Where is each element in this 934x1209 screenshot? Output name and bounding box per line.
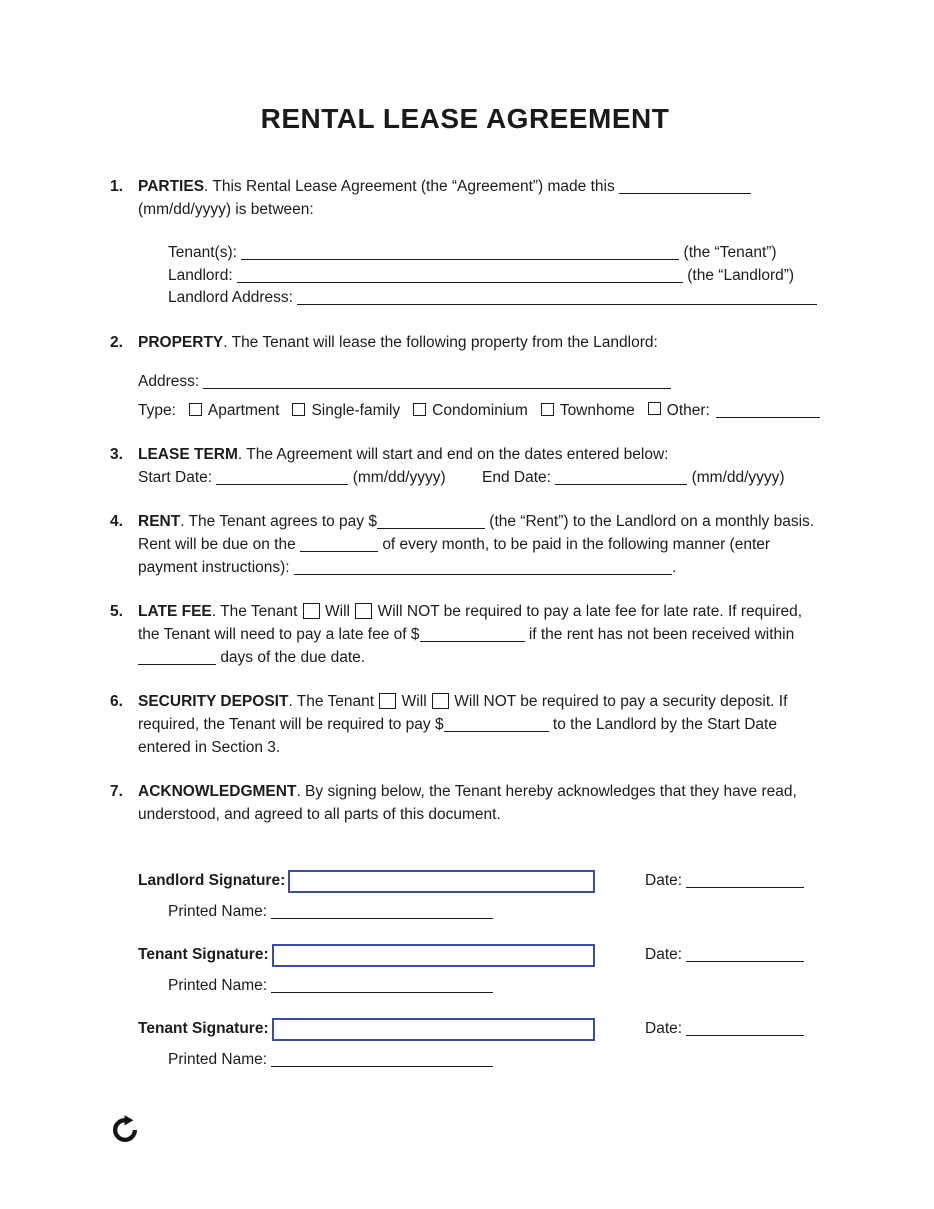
late-fee-paragraph — [138, 600, 820, 669]
footer — [110, 1115, 820, 1150]
section-late-fee — [110, 600, 820, 669]
checkbox-option-townhome[interactable] — [541, 399, 635, 422]
agreement-date-blank[interactable] — [619, 179, 751, 194]
section-heading: PROPERTY — [138, 333, 224, 351]
section-security-deposit — [110, 690, 820, 759]
address-label: Address: — [138, 372, 200, 390]
section-property — [110, 331, 820, 422]
tenant-signature-group-2 — [138, 1018, 820, 1069]
landlord-date-blank[interactable] — [686, 873, 804, 888]
text: to the Landlord by the Start Date entered in Section 3. — [138, 715, 777, 756]
late-fee-will-not-checkbox-icon[interactable] — [355, 603, 372, 619]
checkbox-option-single-family[interactable] — [292, 399, 400, 422]
tenant-signature-field-2[interactable] — [272, 1018, 595, 1041]
lease-term-paragraph — [138, 443, 820, 466]
property-paragraph — [138, 331, 820, 354]
option-label: Condominium — [432, 401, 528, 419]
section-lease-term — [110, 443, 820, 489]
text: Will NOT be required to pay a security deposit. If required, the Tenant will be required to pay $ — [138, 692, 788, 733]
section-number: 7. — [110, 782, 123, 800]
checkbox-icon[interactable] — [413, 403, 426, 416]
text: days of the due date. — [220, 648, 366, 666]
tenant-signature-row — [138, 1018, 820, 1041]
landlord-signature-group — [138, 870, 820, 921]
section-heading: ACKNOWLEDGMENT — [138, 782, 297, 800]
printed-name-label: Printed Name: — [168, 902, 268, 920]
tenant-printed-name-row — [168, 1051, 820, 1069]
acknowledgment-paragraph — [138, 780, 820, 826]
section-parties — [110, 175, 820, 310]
text: . This Rental Lease Agreement (the “Agreement”) made this — [204, 178, 615, 195]
landlord-address-blank[interactable] — [297, 290, 817, 305]
signature-block — [138, 870, 820, 1069]
text: . By signing below, the Tenant hereby acknowledges that they have read, understood, and agreed to all parts of this document. — [138, 782, 797, 823]
tenant-signature-label: Tenant Signature: — [138, 946, 269, 963]
landlord-suffix: (the “Landlord”) — [687, 266, 795, 284]
landlord-printed-name-blank[interactable] — [271, 904, 493, 919]
tenant-signature-group-1 — [138, 944, 820, 995]
end-date-group — [482, 469, 785, 486]
end-date-label: End Date: — [482, 468, 551, 486]
landlord-name-blank[interactable] — [237, 268, 683, 283]
date-label: Date: — [645, 1020, 683, 1037]
checkbox-icon[interactable] — [648, 402, 661, 415]
option-label: Other: — [666, 401, 710, 419]
tenant-printed-name-row — [168, 977, 820, 995]
section-number: 3. — [110, 445, 123, 463]
tenant-suffix: (the “Tenant”) — [683, 244, 777, 261]
date-group — [645, 1020, 820, 1038]
printed-name-label: Printed Name: — [168, 976, 268, 994]
date-group — [645, 946, 820, 964]
section-number: 6. — [110, 692, 123, 710]
text: Will NOT be required to pay a late fee for late rate. If required, the Tenant will need to pay a late fee of $ — [138, 602, 803, 643]
start-date-label: Start Date: — [138, 468, 213, 486]
late-fee-will-checkbox-icon[interactable] — [303, 603, 320, 619]
landlord-address-label: Landlord Address: — [168, 289, 293, 306]
start-date-blank[interactable] — [216, 470, 348, 485]
text: (mm/dd/yyyy) is between: — [138, 201, 314, 218]
section-number: 2. — [110, 333, 123, 351]
parties-fields — [168, 242, 820, 310]
tenant-signature-label: Tenant Signature: — [138, 1020, 269, 1037]
circular-arrow-logo-icon — [110, 1115, 140, 1145]
property-address-blank[interactable] — [203, 374, 671, 389]
text: . — [671, 558, 677, 576]
text: . The Tenant will lease the following property from the Landlord: — [223, 333, 658, 351]
checkbox-option-other[interactable] — [648, 399, 820, 422]
security-deposit-paragraph — [138, 690, 820, 759]
will-label: Will — [325, 602, 350, 620]
section-heading: PARTIES — [138, 178, 205, 195]
rent-due-day-blank[interactable] — [300, 537, 378, 552]
section-heading: LATE FEE — [138, 602, 212, 620]
tenant-row — [168, 242, 820, 265]
checkbox-icon[interactable] — [541, 403, 554, 416]
section-acknowledgment — [110, 780, 820, 826]
date-label: Date: — [645, 946, 683, 963]
section-heading: RENT — [138, 512, 181, 530]
tenant-label: Tenant(s): — [168, 244, 237, 261]
tenant-date-blank-2[interactable] — [686, 1021, 804, 1036]
section-number: 1. — [110, 178, 123, 195]
option-label: Townhome — [559, 401, 635, 419]
section-number: 4. — [110, 512, 123, 530]
tenant-printed-name-blank-2[interactable] — [271, 1052, 493, 1067]
text: . The Tenant agrees to pay $ — [180, 512, 377, 530]
landlord-signature-row — [138, 870, 820, 893]
checkbox-icon[interactable] — [189, 403, 202, 416]
tenant-signature-row — [138, 944, 820, 967]
property-address-row — [138, 370, 820, 393]
landlord-printed-name-row — [168, 903, 820, 921]
text: . The Tenant — [288, 692, 375, 710]
text: of every month, to be paid in the following manner (enter payment instructions): — [138, 535, 771, 576]
printed-name-label: Printed Name: — [168, 1050, 268, 1068]
start-date-format: (mm/dd/yyyy) — [352, 468, 446, 486]
text: . The Tenant — [211, 602, 298, 620]
payment-instructions-blank[interactable] — [294, 560, 672, 575]
section-number: 5. — [110, 602, 123, 620]
landlord-signature-label: Landlord Signature: — [138, 872, 286, 889]
tenant-signature-field-1[interactable] — [272, 944, 595, 967]
date-label: Date: — [645, 872, 683, 889]
section-rent — [110, 510, 820, 579]
text: if the rent has not been received within — [528, 625, 795, 643]
landlord-row — [168, 265, 820, 288]
parties-paragraph — [138, 175, 820, 221]
end-date-format: (mm/dd/yyyy) — [691, 468, 785, 486]
text: . The Agreement will start and end on the dates entered below: — [237, 445, 669, 463]
property-type-row — [138, 399, 820, 422]
tenant-date-blank-1[interactable] — [686, 947, 804, 962]
other-type-blank[interactable] — [716, 417, 820, 418]
deposit-amount-blank[interactable] — [444, 717, 549, 732]
deposit-will-not-checkbox-icon[interactable] — [432, 693, 449, 709]
late-fee-amount-blank[interactable] — [420, 627, 525, 642]
checkbox-option-condominium[interactable] — [413, 399, 528, 422]
late-fee-days-blank[interactable] — [138, 650, 216, 665]
checkbox-icon[interactable] — [292, 403, 305, 416]
text: (the “Rent”) to the Landlord on a monthly basis. Rent will be due on the — [138, 512, 815, 553]
rent-paragraph — [138, 510, 820, 579]
option-label: Single-family — [311, 401, 401, 419]
document-title: RENTAL LEASE AGREEMENT — [260, 103, 670, 134]
checkbox-option-apartment[interactable] — [189, 399, 280, 422]
rent-amount-blank[interactable] — [377, 514, 485, 529]
tenant-printed-name-blank-1[interactable] — [271, 978, 493, 993]
section-heading: LEASE TERM — [138, 445, 238, 463]
tenant-name-blank[interactable] — [241, 245, 679, 260]
option-label: Apartment — [207, 401, 280, 419]
date-group — [645, 872, 820, 890]
end-date-blank[interactable] — [555, 470, 687, 485]
section-heading: SECURITY DEPOSIT — [138, 692, 289, 710]
will-label: Will — [401, 692, 427, 710]
landlord-address-row — [168, 287, 820, 310]
landlord-signature-field[interactable] — [288, 870, 595, 893]
landlord-label: Landlord: — [168, 266, 233, 284]
deposit-will-checkbox-icon[interactable] — [379, 693, 396, 709]
type-label: Type: — [138, 401, 176, 419]
lease-dates-row — [138, 466, 820, 489]
